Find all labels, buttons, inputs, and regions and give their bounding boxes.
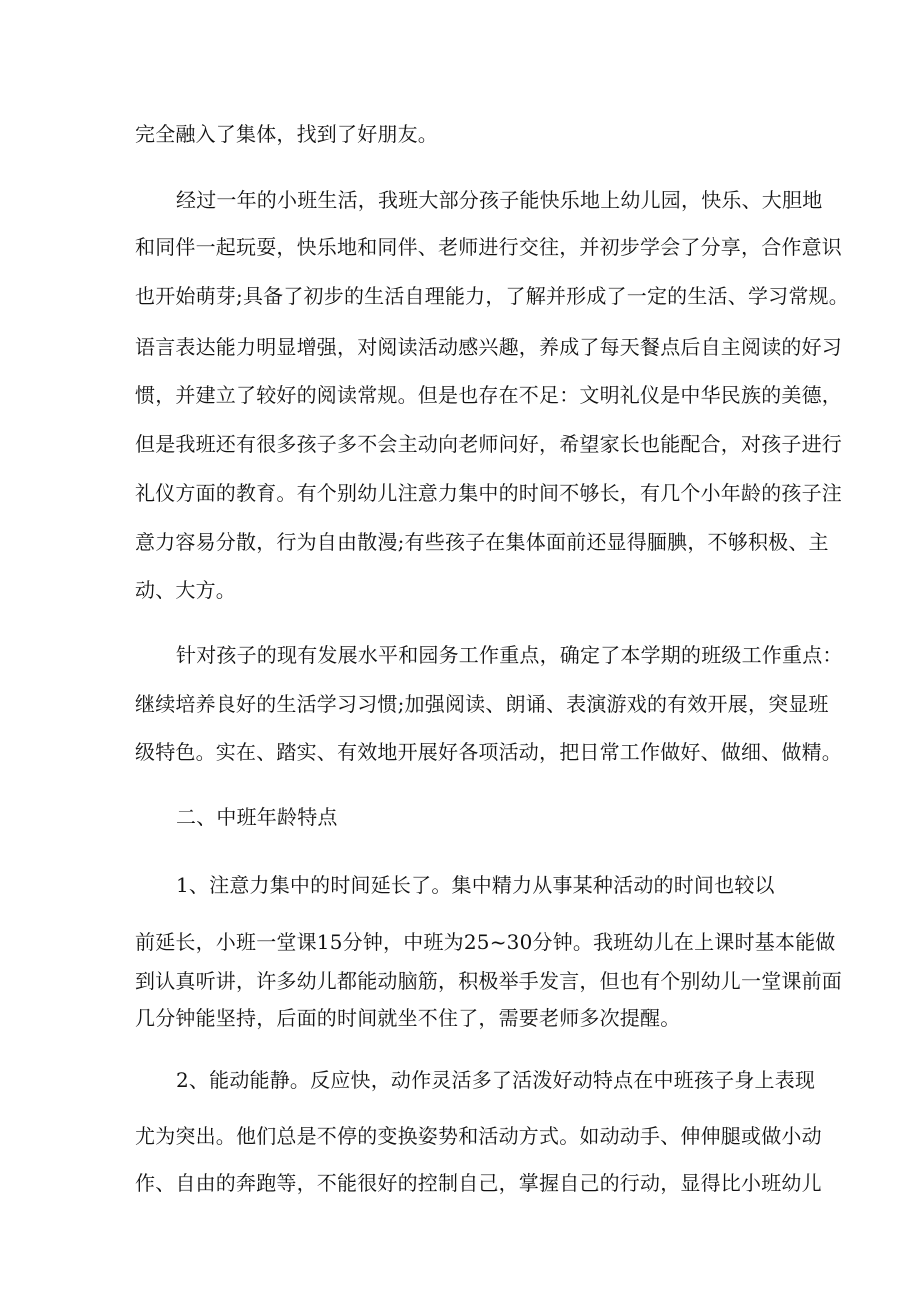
- paragraph-line: 惯，并建立了较好的阅读常规。但是也存在不足：文明礼仪是中华民族的美德，: [135, 383, 842, 407]
- paragraph-line: 但是我班还有很多孩子多不会主动向老师问好，希望家长也能配合，对孩子进行: [135, 432, 842, 456]
- paragraph-line: 前延长，小班一堂课15分钟，中班为25~30分钟。我班幼儿在上课时基本能做: [135, 930, 836, 954]
- paragraph-line: 作、自由的奔跑等，不能很好的控制自己，掌握自己的行动，显得比小班幼儿: [135, 1171, 822, 1195]
- paragraph-line: 礼仪方面的教育。有个别幼儿注意力集中的时间不够长，有几个小年龄的孩子注: [135, 481, 842, 505]
- section-heading: 二、中班年龄特点: [176, 805, 338, 829]
- paragraph-line: 1、注意力集中的时间延长了。集中精力从事某种活动的时间也较以: [176, 873, 775, 897]
- paragraph-line: 继续培养良好的生活学习习惯;加强阅读、朗诵、表演游戏的有效开展，突显班: [135, 692, 829, 716]
- paragraph-line: 也开始萌芽;具备了初步的生活自理能力，了解并形成了一定的生活、学习常规。: [135, 284, 849, 308]
- paragraph-line: 动、大方。: [135, 578, 236, 602]
- paragraph-line: 2、能动能静。反应快，动作灵活多了活泼好动特点在中班孩子身上表现: [176, 1068, 816, 1092]
- paragraph-line: 语言表达能力明显增强，对阅读活动感兴趣，养成了每天餐点后自主阅读的好习: [135, 335, 842, 359]
- paragraph-line: 经过一年的小班生活，我班大部分孩子能快乐地上幼儿园，快乐、大胆地: [176, 188, 823, 212]
- paragraph-line: 和同伴一起玩耍，快乐地和同伴、老师进行交往，并初步学会了分享，合作意识: [135, 235, 842, 259]
- paragraph-line: 到认真听讲，许多幼儿都能动脑筋，积极举手发言，但也有个别幼儿一堂课前面: [135, 969, 842, 993]
- paragraph-line: 意力容易分散，行为自由散漫;有些孩子在集体面前还显得腼腆，不够积极、主: [135, 530, 829, 554]
- paragraph-line: 尤为突出。他们总是不停的变换姿势和活动方式。如动动手、伸伸腿或做小动: [135, 1124, 822, 1148]
- paragraph-line: 针对孩子的现有发展水平和园务工作重点，确定了本学期的班级工作重点：: [176, 643, 843, 667]
- paragraph-line: 完全融入了集体，找到了好朋友。: [135, 122, 438, 146]
- paragraph-line: 几分钟能坚持，后面的时间就坐不住了，需要老师多次提醒。: [135, 1006, 681, 1030]
- paragraph-line: 级特色。实在、踏实、有效地开展好各项活动，把日常工作做好、做细、做精。: [135, 740, 842, 764]
